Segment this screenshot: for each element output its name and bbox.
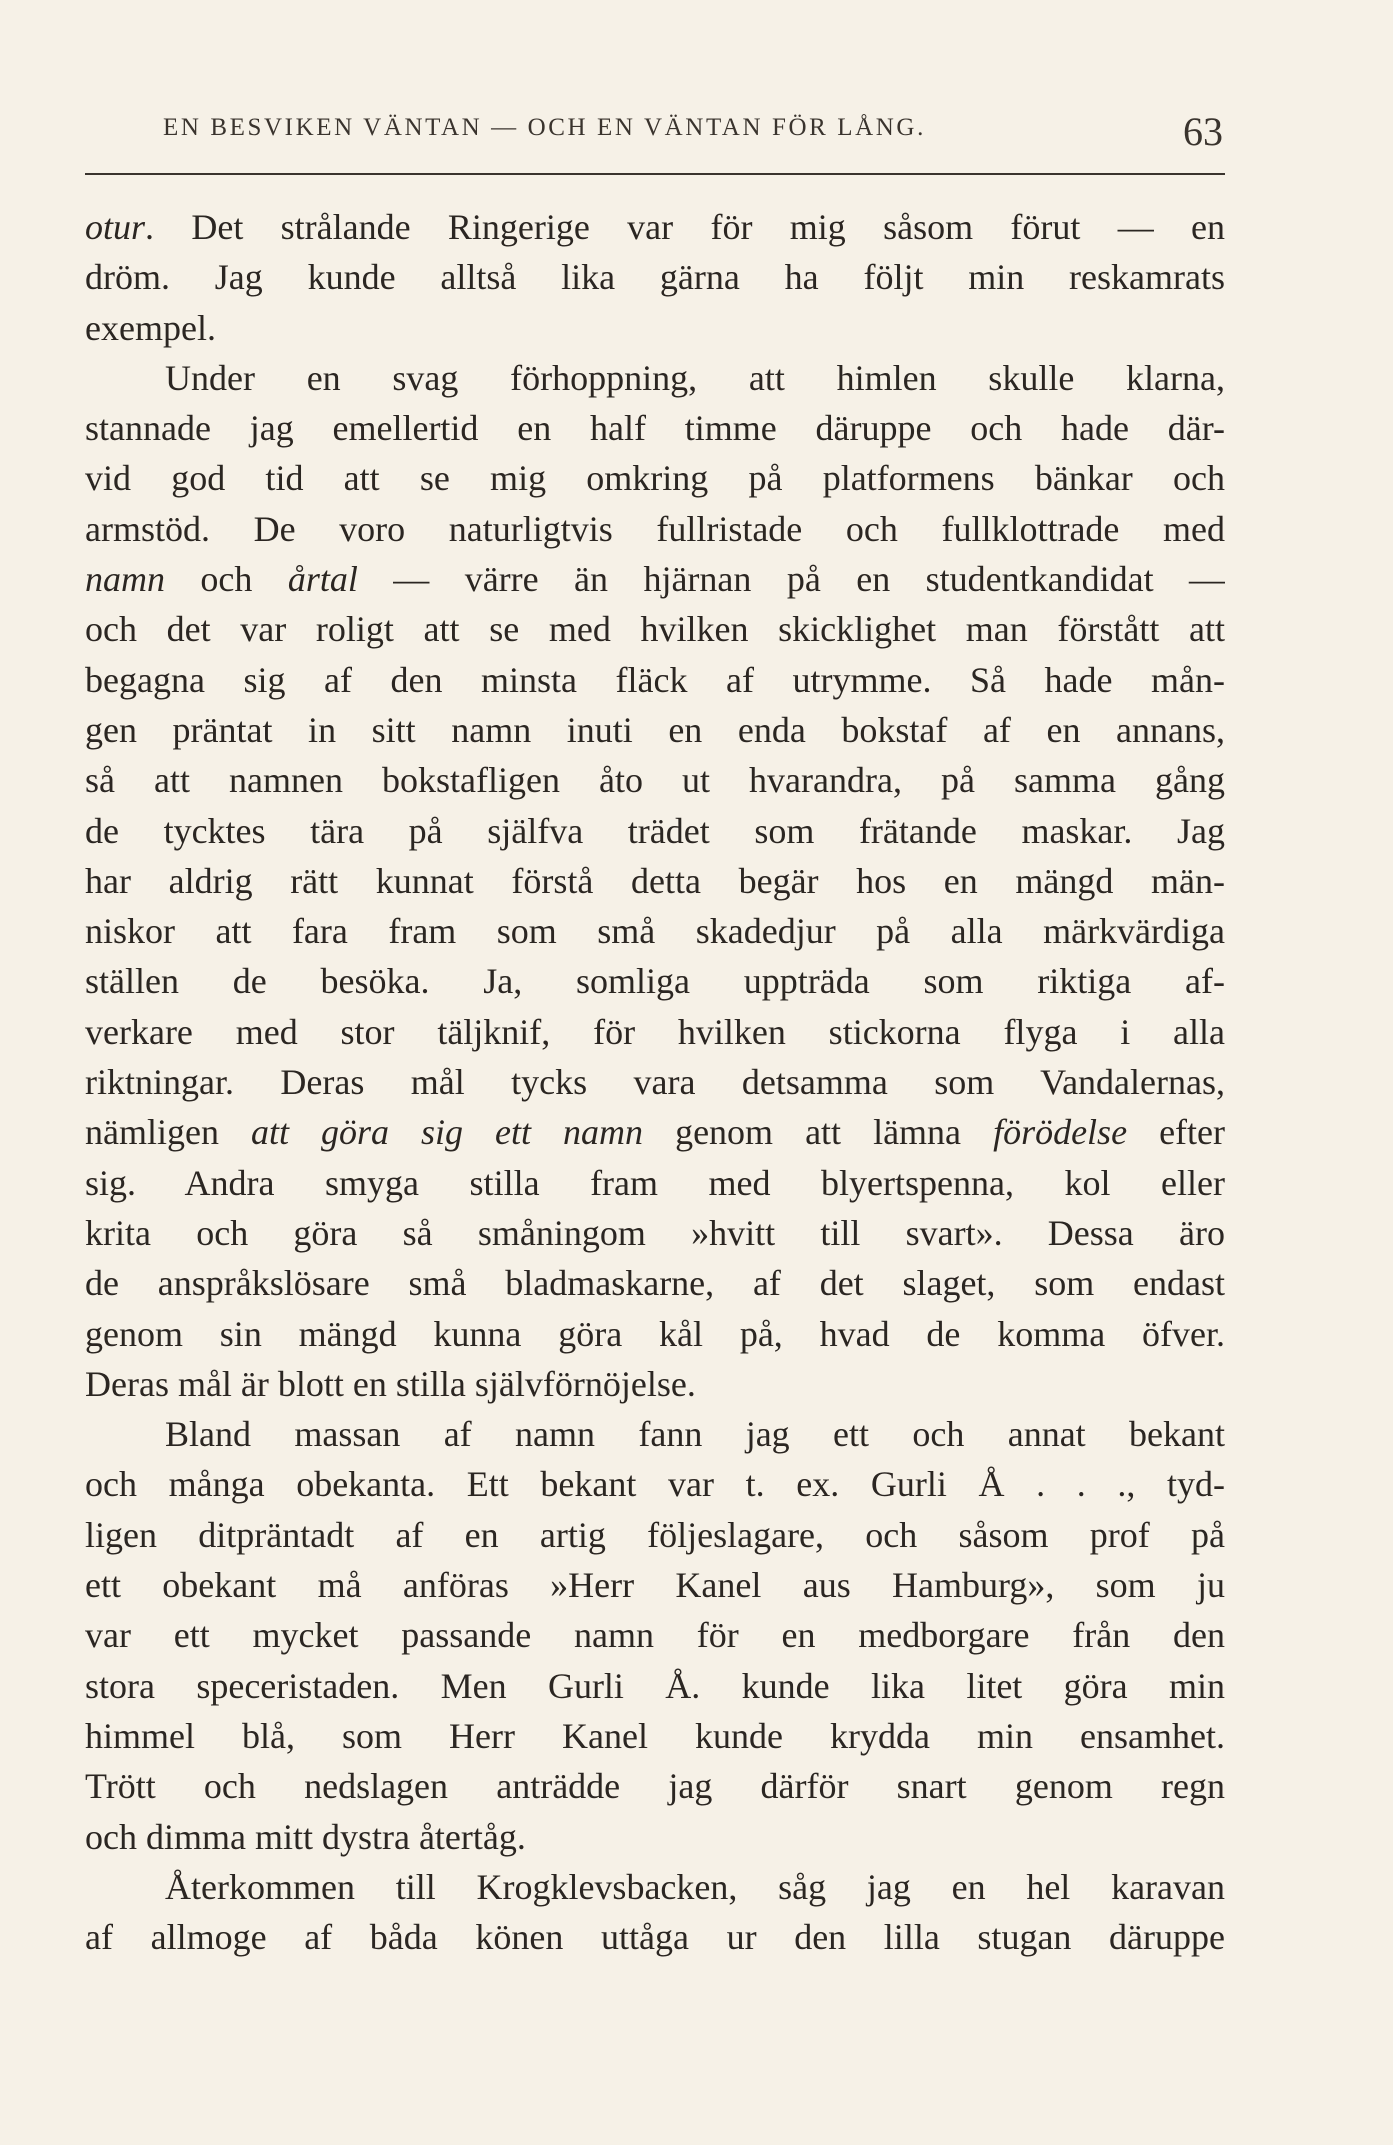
text-run: efter xyxy=(1127,1112,1225,1153)
text-run: af allmoge af båda könen uttåga ur den lilla stugan däruppe xyxy=(85,1917,1225,1958)
text-line xyxy=(85,202,1225,252)
page-number: 63 xyxy=(1183,109,1223,154)
text-run: ett obekant må anföras »Herr Kanel aus Hamburg», som ju xyxy=(85,1565,1225,1606)
text-line xyxy=(85,705,1225,755)
text-run: krita och göra så småningom »hvitt till svart». Dessa äro xyxy=(85,1212,1225,1253)
text-run: Trött och nedslagen anträdde jag därför snart genom regn xyxy=(85,1766,1225,1807)
text-run: ligen ditpräntadt af en artig följeslagare, och såsom prof på xyxy=(85,1514,1225,1555)
text-run: dröm. Jag kunde alltså lika gärna ha följt min reskamrats xyxy=(85,257,1225,298)
text-line xyxy=(85,906,1225,956)
text-run: sig. Andra smyga stilla fram med blyertspenna, kol eller xyxy=(85,1162,1225,1203)
text-line xyxy=(85,1862,1225,1912)
text-run: begagna sig af den minsta fläck af utrymme. Så hade mån- xyxy=(85,659,1225,700)
italic-text: årtal xyxy=(287,559,358,600)
text-run: genom att lämna xyxy=(643,1112,994,1153)
text-line xyxy=(85,1761,1225,1811)
text-line xyxy=(85,1510,1225,1560)
text-run: och många obekanta. Ett bekant var t. ex. Gurli Å . . ., tyd- xyxy=(85,1464,1225,1505)
text-run: Deras mål är blott en stilla självförnöjelse. xyxy=(85,1363,696,1404)
text-run: de tycktes tära på själfva trädet som frätande maskar. Jag xyxy=(85,810,1225,851)
text-line xyxy=(85,806,1225,856)
text-run: Återkommen till Krogklevsbacken, såg jag en hel karavan xyxy=(165,1866,1225,1907)
text-run: riktningar. Deras mål tycks vara detsamma som Vandalernas, xyxy=(85,1062,1225,1103)
text-run: himmel blå, som Herr Kanel kunde krydda min ensamhet. xyxy=(85,1715,1225,1756)
text-line xyxy=(85,1661,1225,1711)
text-run: genom sin mängd kunna göra kål på, hvad de komma öfver. xyxy=(85,1313,1225,1354)
text-line xyxy=(85,303,1225,353)
body-text xyxy=(85,202,1225,1962)
italic-text: att göra sig ett namn xyxy=(250,1112,644,1153)
text-line xyxy=(85,956,1225,1006)
italic-text: förödelse xyxy=(993,1112,1128,1153)
text-line xyxy=(85,1158,1225,1208)
text-run: Under en svag förhoppning, att himlen skulle klarna, xyxy=(165,357,1225,398)
text-line xyxy=(85,604,1225,654)
header-rule xyxy=(85,173,1225,175)
text-run: och det var roligt att se med hvilken skicklighet man förstått att xyxy=(85,609,1225,650)
text-run: nämligen xyxy=(85,1112,251,1153)
text-line xyxy=(85,504,1225,554)
text-line xyxy=(85,655,1225,705)
text-run: . Det strålande Ringerige var för mig såsom förut — en xyxy=(145,207,1225,247)
text-run: ställen de besöka. Ja, somliga uppträda som riktiga af- xyxy=(85,961,1225,1002)
text-line xyxy=(85,1560,1225,1610)
running-head: EN BESVIKEN VÄNTAN — OCH EN VÄNTAN FÖR LÅNG. xyxy=(163,114,926,141)
italic-text: namn xyxy=(85,559,165,600)
text-run: verkare med stor täljknif, för hvilken stickorna flyga i alla xyxy=(85,1011,1225,1052)
text-line xyxy=(85,1359,1225,1409)
text-run: och dimma mitt dystra återtåg. xyxy=(85,1816,526,1857)
text-run: — värre än hjärnan på en studentkandidat — xyxy=(357,559,1225,600)
text-line xyxy=(85,403,1225,453)
text-line xyxy=(85,1007,1225,1057)
text-line xyxy=(85,1258,1225,1308)
text-run: vid god tid att se mig omkring på platformens bänkar och xyxy=(85,458,1225,499)
italic-text: otur xyxy=(85,207,146,247)
text-run: och xyxy=(165,559,288,600)
text-run: armstöd. De voro naturligtvis fullristade och fullklottrade med xyxy=(85,508,1225,549)
text-run: exempel. xyxy=(85,307,216,348)
text-line xyxy=(85,1812,1225,1862)
text-run: så att namnen bokstafligen åto ut hvarandra, på samma gång xyxy=(85,760,1225,801)
text-line xyxy=(85,1409,1225,1459)
text-line xyxy=(85,1208,1225,1258)
text-line xyxy=(85,1107,1225,1157)
text-line xyxy=(85,755,1225,805)
text-line xyxy=(85,353,1225,403)
text-run: Bland massan af namn fann jag ett och annat bekant xyxy=(165,1414,1225,1455)
page-header xyxy=(163,108,1223,158)
text-line xyxy=(85,856,1225,906)
text-line xyxy=(85,453,1225,503)
text-line xyxy=(85,1711,1225,1761)
text-line xyxy=(85,252,1225,302)
text-run: de anspråkslösare små bladmaskarne, af det slaget, som endast xyxy=(85,1263,1225,1304)
text-run: var ett mycket passande namn för en medborgare från den xyxy=(85,1615,1225,1656)
text-line xyxy=(85,1459,1225,1509)
text-run: gen präntat in sitt namn inuti en enda bokstaf af en annans, xyxy=(85,709,1225,750)
text-line xyxy=(85,1610,1225,1660)
text-line xyxy=(85,554,1225,604)
text-run: har aldrig rätt kunnat förstå detta begär hos en mängd män- xyxy=(85,860,1225,901)
text-line xyxy=(85,1912,1225,1962)
text-line xyxy=(85,1057,1225,1107)
text-run: stora speceristaden. Men Gurli Å. kunde lika litet göra min xyxy=(85,1665,1225,1706)
text-line xyxy=(85,1309,1225,1359)
text-run: stannade jag emellertid en half timme däruppe och hade där- xyxy=(85,408,1225,449)
text-run: niskor att fara fram som små skadedjur på alla märkvärdiga xyxy=(85,911,1225,952)
